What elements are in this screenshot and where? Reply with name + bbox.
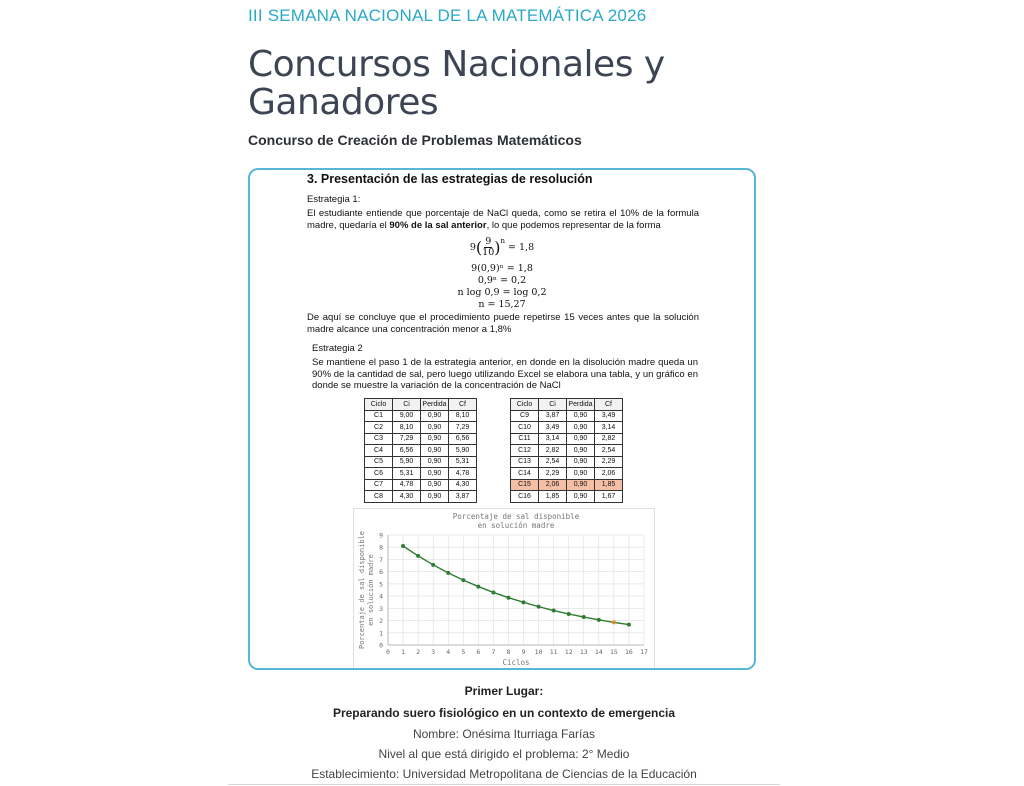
table-cell: 0,90 (567, 491, 595, 503)
table-cell: C10 (511, 422, 539, 434)
table-cell: 0,90 (421, 491, 449, 503)
table-cell: C9 (511, 410, 539, 422)
table-cell: 0,90 (421, 433, 449, 445)
equation-3: 0,9ⁿ = 0,2 (477, 275, 527, 286)
table-cell: 4,30 (393, 491, 421, 503)
x-tick-label: 13 (579, 648, 588, 656)
table-cell: 9,00 (393, 410, 421, 422)
x-tick-label: 17 (640, 648, 648, 656)
table-cell: 5,90 (393, 456, 421, 468)
equation-fraction: 9 ( $\frac{9}{10}$ ) $^n$ = 1,8 (469, 236, 535, 258)
eq-den: 10 (482, 247, 495, 258)
y-tick-label: 6 (379, 568, 383, 577)
table-row (511, 491, 623, 503)
table-cell: 0,90 (567, 456, 595, 468)
table-row (365, 491, 477, 503)
x-tick-label: 12 (564, 648, 573, 656)
x-tick-label: 2 (416, 648, 421, 656)
table-header-cell: Perdida (421, 399, 449, 411)
table-cell: 2,06 (595, 468, 623, 480)
table-cell: 6,56 (449, 433, 477, 445)
y-axis-label-line1: Porcentaje de sal disponible (358, 530, 366, 650)
y-tick-label: 9 (379, 531, 383, 540)
strategy1-paragraph (307, 208, 699, 231)
x-tick-label: 14 (594, 648, 603, 656)
institution: Establecimiento: Universidad Metropolitana de Ciencias de la Educación (311, 767, 697, 781)
table-cell: C2 (365, 422, 393, 434)
author-name: Nombre: Onésima Iturriaga Farías (412, 727, 596, 741)
table-cell: 6,56 (393, 445, 421, 457)
eq-coef: 9 (469, 242, 476, 253)
table-cell: 2,29 (539, 468, 567, 480)
table-cell: 0,90 (421, 422, 449, 434)
chart-svg (354, 509, 654, 669)
table-row (511, 445, 623, 457)
table-cell: C6 (365, 468, 393, 480)
eq-rhs: = 1,8 (508, 242, 535, 253)
eq-exp: n (500, 237, 506, 245)
table-row (365, 410, 477, 422)
cycles-table-left (364, 398, 477, 503)
table-cell: 0,90 (567, 433, 595, 445)
table-cell: 0,90 (567, 445, 595, 457)
concentration-chart (353, 508, 655, 670)
table-cell: C16 (511, 491, 539, 503)
table-cell: C7 (365, 479, 393, 491)
table-cell: 3,87 (539, 410, 567, 422)
table-header-cell: Cf (449, 399, 477, 411)
table-cell: 5,90 (449, 445, 477, 457)
table-cell: 8,10 (449, 410, 477, 422)
y-tick-label: 5 (379, 580, 383, 589)
table-cell: 0,90 (421, 445, 449, 457)
x-tick-label: 0 (386, 648, 390, 656)
data-point (597, 618, 601, 622)
x-tick-label: 1 (401, 648, 406, 656)
table-cell: 2,06 (539, 479, 567, 491)
table-header-row (365, 399, 477, 411)
data-point (612, 620, 616, 624)
table-header-cell: Ciclo (365, 399, 393, 411)
table-row (511, 468, 623, 480)
table-cell: 0,90 (421, 468, 449, 480)
table-cell: 3,49 (595, 410, 623, 422)
table-cell: C11 (511, 433, 539, 445)
table-cell: C14 (511, 468, 539, 480)
data-point (401, 544, 405, 548)
table-cell: 2,54 (539, 456, 567, 468)
data-point (582, 615, 586, 619)
target-level: Nivel al que está dirigido el problema: 2° Medio (378, 747, 630, 761)
equation-5: n = 15,27 (478, 299, 526, 310)
chart-title-line2: en solución madre (477, 521, 555, 530)
table-cell: 0,90 (421, 410, 449, 422)
data-point (476, 585, 480, 589)
table-cell: 2,29 (595, 456, 623, 468)
strategy1-text-bold: 90% de la sal anterior (389, 219, 487, 231)
table-header-cell: Perdida (567, 399, 595, 411)
strategy2-label: Estrategia 2 (312, 343, 363, 354)
table-row (365, 468, 477, 480)
data-point (461, 578, 465, 582)
x-tick-label: 10 (534, 648, 543, 656)
table-cell: 5,31 (449, 456, 477, 468)
y-tick-label: 1 (379, 629, 383, 638)
problem-title: Preparando suero fisiológico en un contexto de emergencia (332, 706, 676, 720)
table-cell: 7,29 (449, 422, 477, 434)
eq-num: 9 (485, 236, 492, 247)
x-axis-label: Ciclos (502, 658, 530, 667)
data-point (552, 609, 556, 613)
table-cell: 3,14 (595, 422, 623, 434)
table-cell: 0,90 (567, 468, 595, 480)
cycles-table-right (510, 398, 623, 503)
contest-subtitle: Concurso de Creación de Problemas Matemáticos (248, 132, 582, 148)
table-cell: C4 (365, 445, 393, 457)
page-title-line1: Concursos Nacionales y (248, 44, 665, 85)
table-cell: 2,82 (595, 433, 623, 445)
table-row (511, 433, 623, 445)
x-tick-label: 15 (609, 648, 618, 656)
section-title: 3. Presentación de las estrategias de resolución (307, 172, 593, 186)
table-cell: C15 (511, 479, 539, 491)
table-row (511, 422, 623, 434)
table-header-cell: Ciclo (511, 399, 539, 411)
data-point (627, 623, 631, 627)
table-row (365, 479, 477, 491)
chart-title-line1: Porcentaje de sal disponible (452, 512, 580, 521)
data-point (416, 554, 420, 558)
table-row (365, 456, 477, 468)
y-tick-label: 0 (379, 641, 383, 650)
table-cell: 4,78 (449, 468, 477, 480)
strategy2-paragraph: Se mantiene el paso 1 de la estrategia anterior, en donde en la disolución madre queda un 90% de la cantidad de sal, pero luego utilizando Excel se elabora una tabla, y un gráfico en donde se muestre la variación de la concentración de NaCl (312, 357, 698, 391)
table-header-cell: Cf (595, 399, 623, 411)
table-cell: 5,31 (393, 468, 421, 480)
table-cell: 0,90 (567, 422, 595, 434)
x-tick-label: 8 (506, 648, 511, 656)
y-tick-label: 3 (379, 604, 383, 613)
data-point (506, 596, 510, 600)
table-cell: C1 (365, 410, 393, 422)
table-cell: 1,85 (539, 491, 567, 503)
table-cell: 1,85 (595, 479, 623, 491)
series-line (403, 546, 629, 625)
y-axis-label-line2: en solución madre (367, 554, 375, 626)
event-heading: III SEMANA NACIONAL DE LA MATEMÁTICA 2026 (248, 6, 647, 25)
page-title (248, 46, 768, 122)
table-cell: C5 (365, 456, 393, 468)
table-cell: 0,90 (421, 456, 449, 468)
y-tick-label: 4 (379, 592, 383, 601)
data-point (522, 600, 526, 604)
x-tick-label: 5 (461, 648, 466, 656)
strategy1-text-b: , lo que podemos representar de la forma (486, 219, 661, 231)
table-cell: 3,14 (539, 433, 567, 445)
y-tick-label: 2 (379, 617, 383, 626)
table-cell: C8 (365, 491, 393, 503)
table-cell: 7,29 (393, 433, 421, 445)
strategy1-label: Estrategia 1: (307, 194, 361, 205)
table-cell: 4,78 (393, 479, 421, 491)
y-tick-label: 8 (379, 543, 383, 552)
data-point (446, 571, 450, 575)
table-cell: C3 (365, 433, 393, 445)
data-point (491, 590, 495, 594)
x-tick-label: 3 (431, 648, 436, 656)
table-header-cell: Ci (539, 399, 567, 411)
x-tick-label: 16 (625, 648, 633, 656)
table-header-cell: Ci (393, 399, 421, 411)
table-cell: 8,10 (393, 422, 421, 434)
x-tick-label: 7 (491, 648, 496, 656)
table-cell: C13 (511, 456, 539, 468)
table-cell: 0,90 (567, 479, 595, 491)
equation-4: n log 0,9 = log 0,2 (457, 287, 547, 298)
strategy1-text-a: El estudiante entiende que porcentaje de NaCl queda, como se retira el 10% de la formula madre, quedaría el (307, 208, 699, 231)
table-cell: 1,67 (595, 491, 623, 503)
page-title-line2: Ganadores (248, 82, 439, 123)
x-tick-label: 4 (446, 648, 451, 656)
table-row (511, 410, 623, 422)
table-row (511, 456, 623, 468)
table-cell: 3,87 (449, 491, 477, 503)
table-row (365, 422, 477, 434)
table-cell: C12 (511, 445, 539, 457)
x-tick-label: 6 (476, 648, 481, 656)
table-cell: 2,82 (539, 445, 567, 457)
place-label: Primer Lugar: (464, 684, 544, 698)
table-cell: 0,90 (421, 479, 449, 491)
table-row (365, 433, 477, 445)
table-row (511, 479, 623, 491)
table-row (365, 445, 477, 457)
x-tick-label: 9 (521, 648, 526, 656)
x-tick-label: 11 (549, 648, 558, 656)
data-point (567, 612, 571, 616)
y-tick-label: 7 (379, 555, 383, 564)
conclusion-paragraph: De aquí se concluye que el procedimiento puede repetirse 15 veces antes que la solución madre alcance una concentración menor a 1,8% (307, 312, 699, 335)
table-cell: 2,54 (595, 445, 623, 457)
table-cell: 4,30 (449, 479, 477, 491)
document-image-card (248, 168, 756, 670)
data-point (537, 605, 541, 609)
table-cell: 3,49 (539, 422, 567, 434)
equation-2: 9(0,9)ⁿ = 1,8 (471, 263, 533, 274)
table-header-row (511, 399, 623, 411)
bottom-divider (228, 784, 780, 785)
data-point (431, 563, 435, 567)
table-cell: 0,90 (567, 410, 595, 422)
